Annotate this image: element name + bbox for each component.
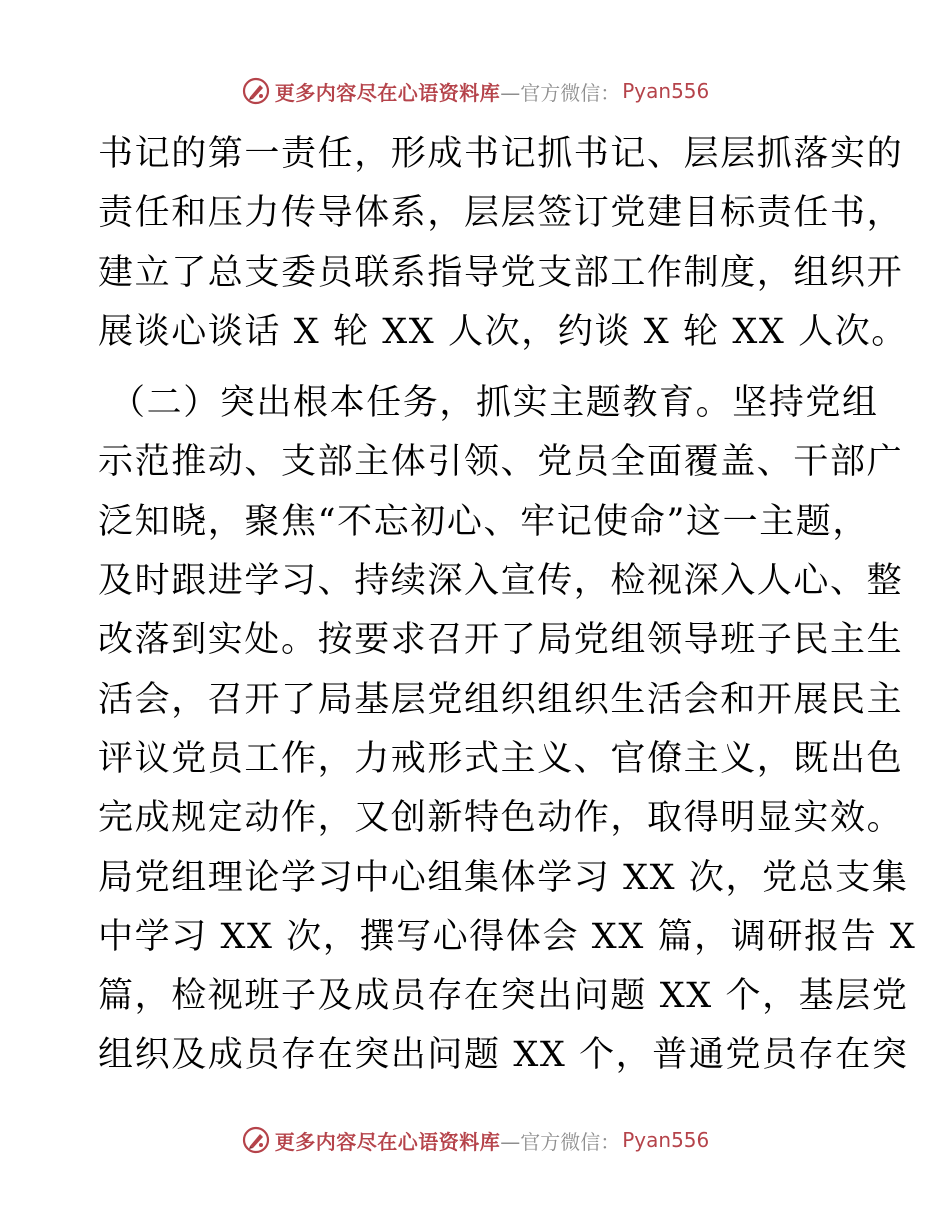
- body-line: 建立了总支委员联系指导党支部工作制度，组织开: [98, 252, 904, 293]
- body-line: 活会，召开了局基层党组织组织生活会和开展民主: [98, 679, 904, 720]
- footer-watermark: [0, 1120, 950, 1160]
- body-line: 改落到实处。按要求召开了局党组领导班子民主生: [98, 620, 904, 661]
- watermark-brand: 更多内容尽在心语资料库: [274, 80, 501, 105]
- body-line: 局党组理论学习中心组集体学习 XX 次，党总支集: [98, 857, 909, 898]
- body-line: 评议党员工作，力戒形式主义、官僚主义，既出色: [98, 738, 904, 779]
- body-line: 书记的第一责任，形成书记抓书记、层层抓落实的: [98, 134, 904, 174]
- body-line: 展谈心谈话 X 轮 XX 人次，约谈 X 轮 XX 人次。: [98, 311, 908, 352]
- body-line: 中学习 XX 次，撰写心得体会 XX 篇，调研报告 X: [98, 916, 917, 957]
- pen-logo-icon: [241, 76, 271, 106]
- body-line: 泛知晓，聚焦“不忘初心、牢记使命”这一主题，: [98, 501, 869, 542]
- body-line: 责任和压力传导体系，层层签订党建目标责任书，: [98, 193, 904, 234]
- watermark-brand: 更多内容尽在心语资料库: [274, 1129, 501, 1154]
- body-line: 示范推动、支部主体引领、党员全面覆盖、干部广: [98, 442, 904, 483]
- body-line: 组织及成员存在突出问题 XX 个，普通党员存在突: [98, 1035, 909, 1076]
- watermark-wechat-id: Pyan556: [622, 1128, 710, 1152]
- body-line: 及时跟进学习、持续深入宣传，检视深入人心、整: [98, 561, 904, 602]
- watermark-wechat-label: —官方微信：: [500, 1129, 621, 1154]
- section-heading-line: （二）突出根本任务，抓实主题教育。坚持党组: [110, 383, 879, 424]
- header-watermark: [0, 71, 950, 111]
- document-body: [98, 125, 917, 1086]
- body-line: 完成规定动作，又创新特色动作，取得明显实效。: [98, 798, 904, 839]
- body-line: 篇，检视班子及成员存在突出问题 XX 个，基层党: [98, 976, 909, 1017]
- watermark-wechat-label: —官方微信：: [500, 80, 621, 105]
- watermark-wechat-id: Pyan556: [622, 79, 710, 103]
- pen-logo-icon: [241, 1125, 271, 1155]
